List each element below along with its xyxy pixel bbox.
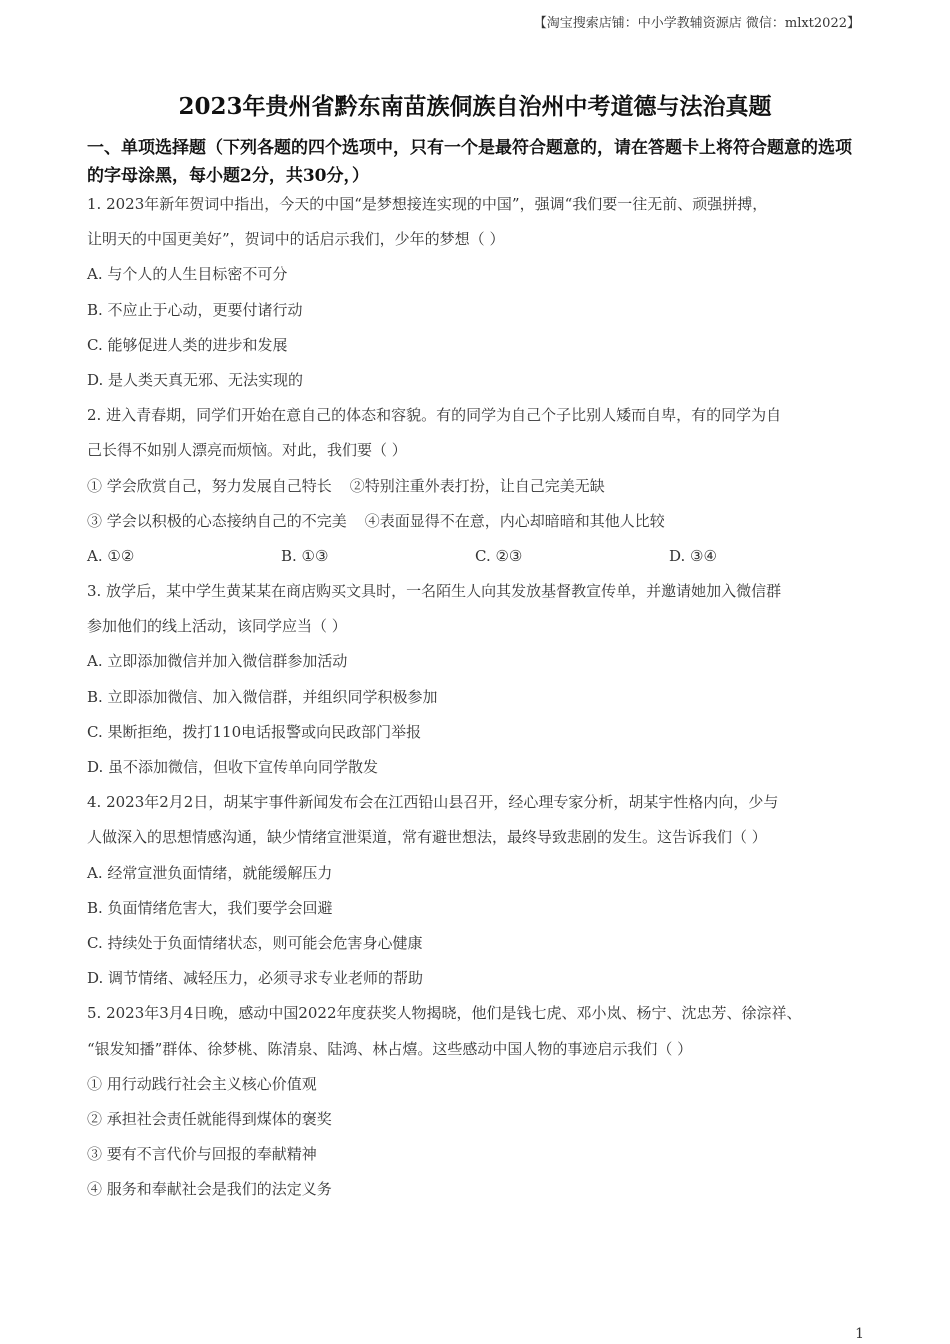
page-number: 1 (855, 1326, 864, 1342)
question-stem-line: “银发知播”群体、徐梦桃、陈清泉、陆鸿、林占熺。这些感动中国人物的事迹启示我们（ ） (87, 1039, 693, 1058)
question-stem-line: 2. 进入青春期，同学们开始在意自己的体态和容貌。有的同学为自己个子比别人矮而自卑，有的同学为自 (87, 406, 782, 425)
question-1 (87, 190, 877, 401)
option-b: B. 负面情绪危害大，我们要学会回避 (87, 898, 333, 917)
statement-row (87, 472, 877, 507)
option-a: A. ①② (87, 546, 135, 565)
page-title: 2023年贵州省黔东南苗族侗族自治州中考道德与法治真题 (178, 93, 772, 120)
option-b: B. ①③ (281, 546, 329, 565)
option-d: D. 虽不添加微信，但收下宣传单向同学散发 (87, 758, 379, 776)
statement-2: ②特别注重外表打扮，让自己完美无缺 (349, 476, 605, 495)
question-stem-line: 参加他们的线上活动，该同学应当（ ） (87, 617, 347, 636)
option-c: C. 持续处于负面情绪状态，则可能会危害身心健康 (87, 933, 423, 952)
inline-options (87, 542, 877, 577)
question-stem-line: 4. 2023年2月2日，胡某宇事件新闻发布会在江西铅山县召开，经心理专家分析，胡某宇性格内向，少与 (87, 793, 779, 812)
question-4 (87, 788, 877, 999)
statement-1: ① 用行动践行社会主义核心价值观 (87, 1074, 317, 1093)
question-stem-line: 让明天的中国更美好”，贺词中的话启示我们，少年的梦想（ ） (87, 230, 505, 249)
option-d: D. 调节情绪、减轻压力，必须寻求专业老师的帮助 (87, 969, 424, 988)
question-stem-line: 5. 2023年3月4日晚，感动中国2022年度获奖人物揭晓，他们是钱七虎、邓小岚、杨宁、沈忠芳、徐淙祥、 (87, 1004, 802, 1023)
option-d: D. ③④ (669, 546, 717, 565)
option-c: C. ②③ (475, 546, 523, 565)
option-d: D. 是人类天真无邪、无法实现的 (87, 370, 304, 389)
section-heading: 一、单项选择题（下列各题的四个选项中，只有一个是最符合题意的，请在答题卡上将符合题意的选项的字母涂黑，每小题2分，共30分，） (87, 138, 852, 186)
option-b: B. 不应止于心动，更要付诸行动 (87, 300, 303, 319)
question-list (87, 190, 877, 1210)
statement-2: ② 承担社会责任就能得到煤体的褒奖 (87, 1109, 332, 1128)
statement-row (87, 507, 877, 542)
header-shop-note: 【淘宝搜索店铺：中小学教辅资源店 微信：mlxt2022】 (533, 16, 860, 31)
statement-1: ① 学会欣赏自己，努力发展自己特长 (87, 476, 332, 495)
question-5 (87, 999, 877, 1210)
question-stem-line: 3. 放学后，某中学生黄某某在商店购买文具时，一名陌生人向其发放基督教宣传单，并邀请她加入微信群 (87, 582, 782, 601)
statement-3: ③ 学会以积极的心态接纳自己的不完美 (87, 511, 347, 530)
question-2 (87, 401, 877, 577)
option-c: C. 能够促进人类的进步和发展 (87, 335, 288, 354)
question-stem-line: 己长得不如别人漂亮而烦恼。对此，我们要（ ） (87, 441, 407, 460)
option-c: C. 果断拒绝，拨打110电话报警或向民政部门举报 (87, 722, 422, 741)
option-b: B. 立即添加微信、加入微信群，并组织同学积极参加 (87, 687, 438, 706)
statement-3: ③ 要有不言代价与回报的奉献精神 (87, 1145, 317, 1164)
question-3 (87, 577, 877, 788)
option-a: A. 与个人的人生目标密不可分 (87, 265, 288, 284)
option-a: A. 立即添加微信并加入微信群参加活动 (87, 652, 348, 671)
option-a: A. 经常宣泄负面情绪，就能缓解压力 (87, 863, 333, 882)
statement-4: ④ 服务和奉献社会是我们的法定义务 (87, 1180, 332, 1199)
statement-4: ④表面显得不在意，内心却暗暗和其他人比较 (364, 511, 665, 530)
question-stem-line: 1. 2023年新年贺词中指出，今天的中国“是梦想接连实现的中国”，强调“我们要一往无前、顽强拼搏， (87, 195, 768, 213)
question-stem-line: 人做深入的思想情感沟通，缺少情绪宣泄渠道，常有避世想法，最终导致悲剧的发生。这告诉我们（ ） (87, 828, 767, 847)
